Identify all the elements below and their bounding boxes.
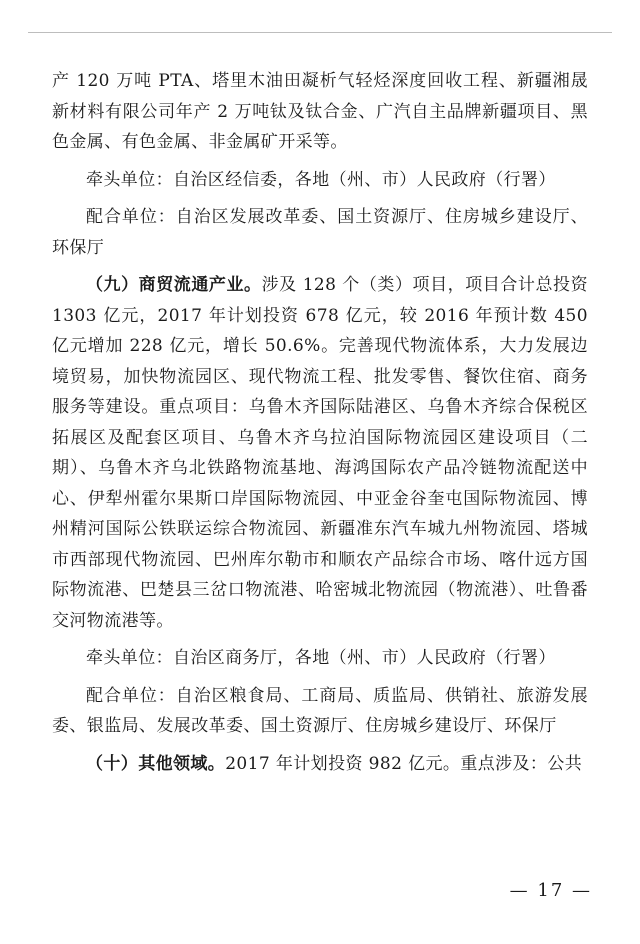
paragraph-4-text: 涉及 128 个（类）项目，项目合计总投资 1303 亿元，2017 年计划投资 678 亿元，较 2016 年预计数 450 亿元增加 228 亿元，增长 50.6%。完善现代物流体系，大力发展边境贸易，加快物流园区、现代物流工程、批发零售、餐饮住宿、商务服务等建设。重点项目：乌鲁木齐国际陆港区、乌鲁木齐综合保税区拓展区及配套区项目、乌鲁木齐乌拉泊国际物流园区建设项目（二期）、乌鲁木齐乌北铁路物流基地、海鸿国际农产品冷链物流配送中心、伊犁州霍尔果斯口岸国际物流园、中亚金谷奎屯国际物流园、博州精河国际公铁联运综合物流园、新疆准东汽车城九州物流园、塔城市西部现代物流园、巴州库尔勒市和顺农产品综合市场、喀什远方国际物流港、巴楚县三岔口物流港、哈密城北物流园（物流港）、吐鲁番交河物流港等。 (52, 275, 588, 631)
paragraph-7-text: 2017 年计划投资 982 亿元。重点涉及：公共 (225, 753, 583, 774)
paragraph-3-cooperating-units (52, 202, 588, 263)
section-heading-other: （十）其他领域。 (86, 753, 226, 774)
paragraph-3-text: 配合单位：自治区发展改革委、国土资源厅、住房城乡建设厅、环保厅 (52, 207, 588, 258)
section-heading-commerce: （九）商贸流通产业。 (86, 275, 262, 295)
document-body (52, 66, 588, 786)
paragraph-7-other-fields (52, 749, 588, 780)
paragraph-1-text: 产 120 万吨 PTA、塔里木油田凝析气轻烃深度回收工程、新疆湘晟新材料有限公司年产 2 万吨钛及钛合金、广汽自主品牌新疆项目、黑色金属、有色金属、非金属矿开采等。 (52, 71, 588, 152)
paragraph-4-commerce (52, 270, 588, 636)
page-number: — 17 — (509, 880, 592, 901)
paragraph-6-cooperating-units (52, 681, 588, 742)
paragraph-5-lead-unit (52, 643, 588, 674)
header-rule (28, 32, 612, 33)
paragraph-2-lead-unit (52, 165, 588, 196)
paragraph-5-text: 牵头单位：自治区商务厅，各地（州、市）人民政府（行署） (86, 648, 556, 668)
paragraph-2-text: 牵头单位：自治区经信委，各地（州、市）人民政府（行署） (86, 169, 556, 190)
paragraph-1 (52, 66, 588, 158)
paragraph-6-text: 配合单位：自治区粮食局、工商局、质监局、供销社、旅游发展委、银监局、发展改革委、国土资源厅、住房城乡建设厅、环保厅 (52, 685, 588, 736)
